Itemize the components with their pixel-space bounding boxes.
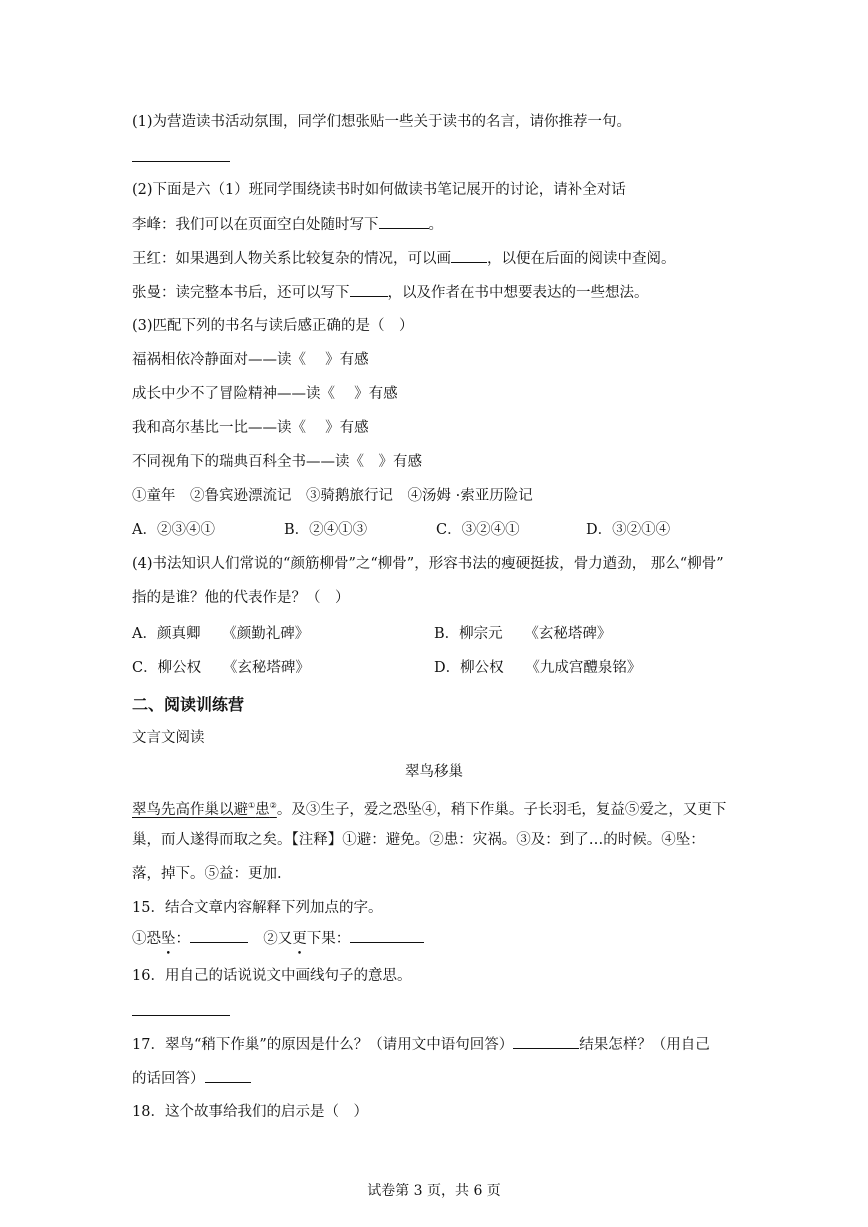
q3-option-c[interactable]: C．③②④① [436, 522, 520, 538]
dialogue-zhang-end: ，以及作者在书中想要表达的一些想法。 [387, 285, 649, 301]
blank-zhang[interactable] [350, 282, 388, 297]
section-2-title: 二、阅读训练营 [132, 695, 245, 714]
dialogue-zhang-text: 张曼：读完整本书后，还可以写下 [132, 285, 350, 301]
question-2-intro: (2)下面是六（1）班同学围绕读书时如何做读书笔记展开的讨论，请补全对话 [132, 182, 626, 198]
question-3-stem: (3)匹配下列的书名与读后感正确的是（ ） [132, 318, 414, 334]
dialogue-wang-end: ，以便在后面的阅读中查阅。 [487, 251, 676, 267]
q3-line-1: 福祸相依冷静面对——读《 》有感 [132, 352, 369, 368]
question-15-items [132, 928, 424, 949]
q3-line-3: 我和高尔基比一比——读《 》有感 [132, 420, 369, 436]
q15-item-2-pre: ②又 [263, 931, 293, 947]
q3-option-b[interactable]: B．②④①③ [284, 522, 368, 538]
blank-wang[interactable] [451, 248, 487, 263]
question-17-line-1 [132, 1034, 710, 1055]
q15-item-1-post: ： [175, 931, 190, 947]
section-2-subtitle: 文言文阅读 [132, 730, 205, 746]
question-16-stem: 16．用自己的话说说文中画线句子的意思。 [132, 968, 412, 984]
dialogue-wang-text: 王红：如果遇到人物关系比较复杂的情况，可以画 [132, 251, 451, 267]
dialogue-wang [132, 248, 676, 269]
q3-line-2: 成长中少不了冒险精神——读《 》有感 [132, 386, 398, 402]
blank-q17-2[interactable] [205, 1068, 251, 1083]
passage-line-1 [132, 796, 726, 820]
blank-li[interactable] [379, 214, 429, 229]
q17-stem-a: 17．翠鸟“稍下作巢”的原因是什么？（请用文中语句回答） [132, 1037, 514, 1053]
answer-line-1[interactable] [132, 161, 230, 162]
q17-stem-c: 的话回答） [132, 1071, 205, 1087]
q3-option-a[interactable]: A．②③④① [132, 522, 215, 538]
blank-q15-1[interactable] [190, 928, 248, 943]
q3-line-4: 不同视角下的瑞典百科全书——读《 》有感 [132, 454, 422, 470]
passage-line-1-rest: 。及③生子，爱之恐坠④，稍下作巢。子长羽毛，复益⑤爱之，又更下 [276, 801, 727, 818]
passage-title: 翠鸟移巢 [405, 764, 463, 780]
q4-option-d[interactable]: D．柳公权 《九成宫醴泉铭》 [434, 660, 642, 676]
q3-option-d[interactable]: D．③②①④ [586, 522, 671, 538]
q4-option-b[interactable]: B．柳宗元 《玄秘塔碑》 [434, 626, 612, 642]
question-4-stem-1: (4)书法知识人们常说的“颜筋柳骨”之“柳骨”，形容书法的瘦硬挺拔，骨力遒劲， 那么“柳骨” [132, 556, 724, 572]
passage-line-3: 落，掉下。⑤益：更加. [132, 866, 282, 882]
q15-item-2-post: 下果： [306, 931, 351, 947]
dialogue-li-end: 。 [428, 217, 443, 233]
blank-q15-2[interactable] [350, 928, 424, 943]
blank-q17-1[interactable] [513, 1034, 579, 1049]
note-mark-2: ② [269, 801, 277, 810]
question-17-line-2 [132, 1068, 251, 1089]
q4-option-a[interactable]: A．颜真卿 《颜勤礼碑》 [132, 626, 310, 642]
q15-item-1-pre: ①恐 [132, 931, 161, 947]
q3-book-list: ①童年 ②鲁宾逊漂流记 ③骑鹅旅行记 ④汤姆 ·索亚历险记 [132, 488, 533, 504]
dialogue-zhang [132, 282, 649, 303]
page-footer: 试卷第 3 页，共 6 页 [367, 1183, 501, 1199]
q15-item-1-dotted: 坠 [161, 931, 176, 947]
q4-option-c[interactable]: C．柳公权 《玄秘塔碑》 [132, 660, 310, 676]
question-18-stem: 18．这个故事给我们的启示是（ ） [132, 1104, 368, 1120]
underlined-text-b: 患 [255, 801, 270, 818]
underlined-sentence [132, 802, 277, 818]
question-1: (1)为营造读书活动氛围，同学们想张贴一些关于读书的名言，请你推荐一句。 [132, 114, 632, 130]
dialogue-li-text: 李峰：我们可以在页面空白处随时写下 [132, 217, 379, 233]
underlined-text-a: 翠鸟先高作巢以避 [132, 801, 248, 818]
q15-item-2-dotted: 更 [292, 931, 307, 947]
answer-line-16[interactable] [132, 1015, 230, 1016]
question-4-stem-2: 指的是谁？他的代表作是？（ ） [132, 590, 350, 606]
question-15-stem: 15．结合文章内容解释下列加点的字。 [132, 900, 383, 916]
q17-stem-b: 结果怎样？（用自己 [579, 1037, 710, 1053]
passage-line-2: 巢，而人遂得而取之矣。【注释】①避：避免。②患：灾祸。③及：到了…的时候。④坠： [132, 832, 705, 848]
dialogue-li [132, 214, 443, 235]
note-mark-1: ① [248, 801, 256, 810]
